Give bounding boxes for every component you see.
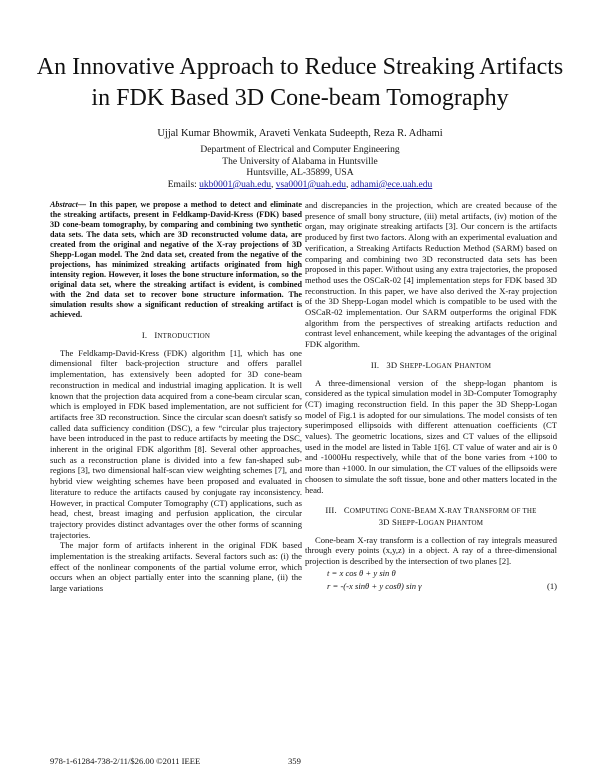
intro-paragraph-2: The major form of artifacts inherent in the original FDK based implementation is the streaking artifacts. Several factors such as: (i) the effect of the nonlinear components of the partial volume error, which occurs when an object partially enter into the scanning plane, (ii) the large variations bbox=[50, 540, 302, 594]
paper-title bbox=[0, 52, 600, 114]
title-line-1: An Innovative Approach to Reduce Streaking Artifacts bbox=[36, 54, 564, 80]
section-heading-phantom: II. 3D SHEPP-LOGAN PHANTOM bbox=[370, 359, 492, 370]
email-link-3[interactable]: adhami@ece.uah.edu bbox=[350, 179, 433, 190]
abstract bbox=[50, 200, 302, 320]
equation-number: (1) bbox=[546, 580, 557, 591]
emails-label: Emails: bbox=[167, 179, 197, 190]
equation-line-1: t = x cos θ + y sin θ bbox=[327, 567, 396, 578]
emails: Emails: ukb0001@uah.edu, vsa0001@uah.edu, adhami@ece.uah.edu bbox=[167, 179, 433, 190]
department: Department of Electrical and Computer Engineering bbox=[200, 145, 400, 155]
authors: Ujjal Kumar Bhowmik, Araveti Venkata Sudeepth, Reza R. Adhami bbox=[157, 128, 443, 139]
footer-copyright: 978-1-61284-738-2/11/$26.00 ©2011 IEEE bbox=[50, 756, 201, 766]
email-link-1[interactable]: ukb0001@uah.edu bbox=[199, 179, 271, 190]
page-number: 359 bbox=[288, 756, 301, 766]
affiliation bbox=[0, 145, 600, 191]
address: Huntsville, AL-35899, USA bbox=[246, 168, 354, 179]
right-column bbox=[305, 200, 557, 593]
phantom-paragraph: A three-dimensional version of the shepp-logan phantom is considered as the typical simulation model in 3D-Computer Tomography (CT) imaging reconstruction field. In this paper the 3D Shepp-Logan model of Fig.1 is adopted for our simulations. The model consists of ten superimposed ellipsoids with different attenuation coefficients (CT values). The geometric locations, sizes and CT values of the ellipsoid used in the model are listed in Table 1[6]. CT value of water and air is 0 and -1000Hu respectively, while that of the bone varies from +100 to more than +1000. In our simulation, the CT values of the ellipsoids were choosen to simulate the soft tissue, bone and other matters located in the head. bbox=[305, 377, 557, 495]
section-heading-xray-transform: III. COMPUTING CONE-BEAM X-RAY TRANSFORM OF THE 3D SHEPP-LOGAN PHANTOM bbox=[325, 505, 537, 527]
abstract-label: Abstract bbox=[50, 200, 78, 209]
equation-line-2: r = -(-x sinθ + y cosθ) sin γ (1) bbox=[327, 580, 557, 591]
university: The University of Alabama in Huntsville bbox=[222, 156, 378, 167]
left-column bbox=[50, 200, 302, 594]
abstract-text: — In this paper, we propose a method to detect and eliminate the streaking artifacts, present in Feldkamp-David-Kress (FDK) based 3D cone-beam tomography, by comparing and combining two synthetic data sets. The data sets, which are 3D reconstructed volume data, are created from the original and negative of the X-ray projections of 3D Shepp-Logan model. The 2nd data set, created from the negative of the projections, has minimized streaking artifacts originated from high intensity region. However, it loses the bone structure information, so the original data set, where the streaking artifact is evident, is combined with the 2nd data set to recover bone structure information. The simulation results show a significant reduction of streaking artifact is achieved. bbox=[50, 200, 302, 319]
title-line-2: in FDK Based 3D Cone-beam Tomography bbox=[91, 85, 509, 111]
right-paragraph-1: and discrepancies in the projection, which are created because of the presence of small bony structure, (iii) metal artifacts, (iv) motion of the organ, may originate streaking artifacts [3]. Our concern is the artifacts produced by first two factors. Along with an experimental evaluation and verification, a Streaking Artifacts Reduction Method (SARM) based on comparing and combining two 3D reconstructed data sets has been proposed in this paper. Without using any extra trajectories, the proposed method uses the OSCaR-02 [4] implementation steps for FDK based 3D reconstruction. In this paper, we have also derived the X-ray projection of the 3D Shepp-Logan model which is compatible to be used with the OSCaR-02 implementation. Our SARM outperforms the original FDK algorithm from the perspectives of streaking artifacts reduction and contrast level enhancement, while keeping the advantages of the original FDK algorithm. bbox=[305, 200, 557, 350]
email-link-2[interactable]: vsa0001@uah.edu bbox=[275, 179, 346, 190]
xray-paragraph: Cone-beam X-ray transform is a collection of ray integrals measured through every points (x,y,z) in a object. A ray of a three-dimensional projection is described by the intersection of two planes [2]. bbox=[305, 534, 557, 567]
intro-paragraph-1: The Feldkamp-David-Kress (FDK) algorithm [1], which has one dimensional filter back-projection structure and offers parallel implementation, has extensively been adopted for 3D cone-beam reconstruction in medical and industrial imaging application. It is well known that the projection data acquired from a cone-beam circular scan, which is employed in FDK based implementation, are not sufficient for artifacts free 3D reconstruction. Since the circular scan doesn't satisfy so called data sufficiency condition (DSC), a few “circular plus trajectory have been introduced in the past to reduce artifacts by meeting the DSC, inherent in the original FDK algorithm [8]. Several other approaches, such as a reconstruction plane is divided into a few fan-shaped sub-regions [3], two dimensional half-scan view weighting schemes [7], and hybrid view weighting schemes have been proposed and evaluated in literature to reduce the artifacts caused by conjugate ray inconsistency. However, in practical Computer Tomography (CT) applications, such as head, chest, breast imaging and perfusion application, the circular trajectory provides distinct advantages over the other forms of scanning trajectories. bbox=[50, 347, 302, 540]
section-heading-introduction: I. INTRODUCTION bbox=[141, 330, 211, 340]
